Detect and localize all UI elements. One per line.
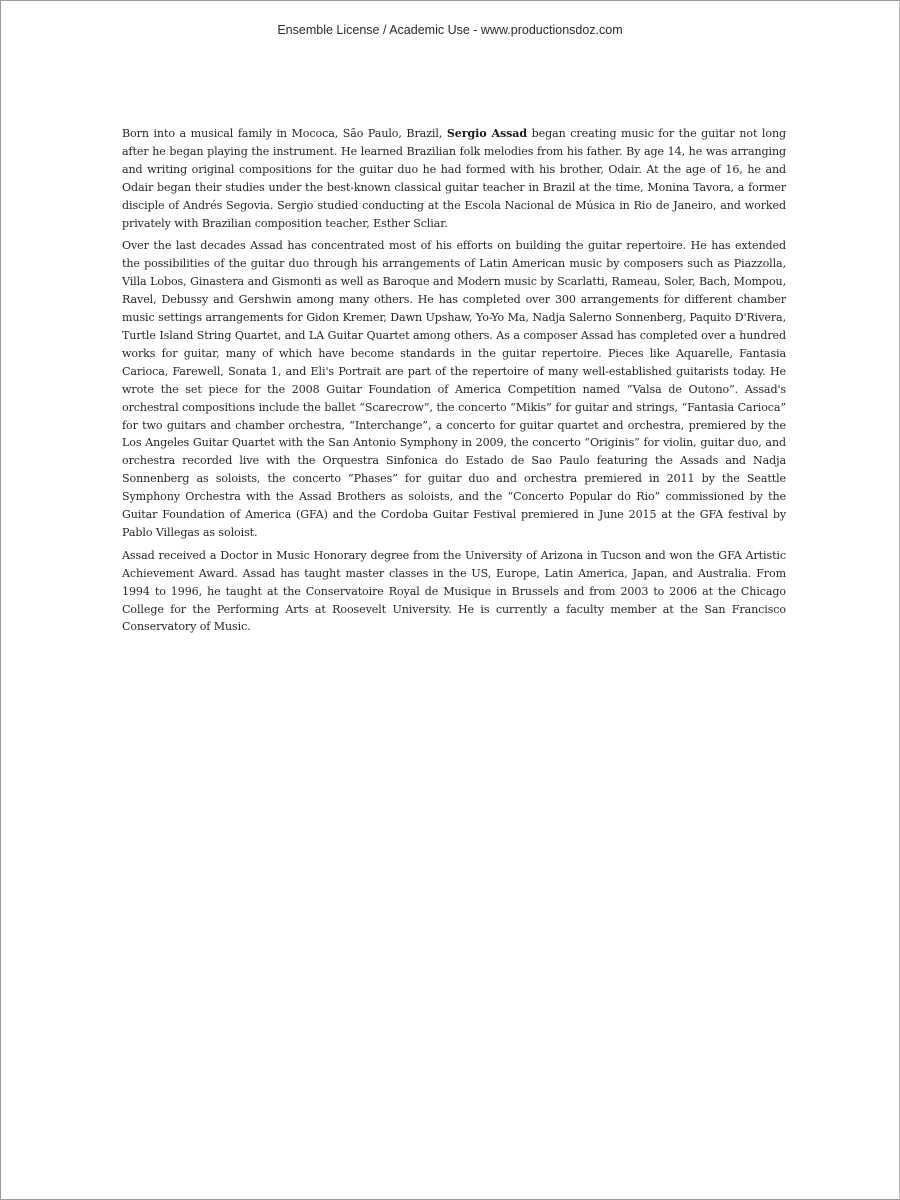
- biography-paragraph-3: Assad received a Doctor in Music Honorary degree from the University of Arizona in Tucson and won the GFA Artistic Achievement Award. Assad has taught master classes in the US, Europe, Latin America, Japan, and Australia. From 1994 to 1996, he taught at the Conservatoire Royal de Musique in Brussels and from 2003 to 2006 at the Chicago College for the Performing Arts at Roosevelt University. He is currently a faculty member at the San Francisco Conservatory of Music.: [122, 548, 786, 634]
- biography-paragraph-1: [122, 125, 786, 232]
- p1-intro: Born into a musical family in Mococa, São Paulo, Brazil,: [122, 127, 447, 140]
- biography-paragraph-2: Over the last decades Assad has concentrated most of his efforts on building the guitar repertoire. He has extended the possibilities of the guitar duo through his arrangements of Latin American music by composers such as Piazzolla, Villa Lobos, Ginastera and Gismonti as well as Baroque and Modern music by Scarlatti, Rameau, Soler, Bach, Mompou, Ravel, Debussy and Gershwin among many others. He has completed over 300 arrangements for different chamber music settings arrangements for Gidon Kremer, Dawn Upshaw, Yo-Yo Ma, Nadja Salerno Sonnenberg, Paquito D'Rivera, Turtle Island String Quartet, and LA Guitar Quartet among others. As a composer Assad has completed over a hundred works for guitar, many of which have become standards in the guitar repertoire. Pieces like Aquarelle, Fantasia Carioca, Farewell, Sonata 1, and Eli's Portrait are part of the repertoire of many well-established guitarists today. He wrote the set piece for the 2008 Guitar Foundation of America Competition named “Valsa de Outono”. Assad's orchestral compositions include the ballet “Scarecrow”, the concerto “Mikis” for guitar and strings, “Fantasia Carioca” for two guitars and chamber orchestra, “Interchange”, a concerto for guitar quartet and orchestra, premiered by the Los Angeles Guitar Quartet with the San Antonio Symphony in 2009, the concerto “Originis” for violin, guitar duo, and orchestra recorded live with the Orquestra Sinfonica do Estado de Sao Paulo featuring the Assads and Nadja Sonnenberg as soloists, the concerto “Phases” for guitar duo and orchestra premiered in 2011 by the Seattle Symphony Orchestra with the Assad Brothers as soloists, and the “Concerto Popular do Rio” commissioned by the Guitar Foundation of America (GFA) and the Cordoba Guitar Festival premiered in June 2015 at the GFA festival by Pablo Villegas as soloist.: [122, 239, 786, 539]
- license-header: Ensemble License / Academic Use - www.productionsdoz.com: [277, 23, 623, 37]
- p1-rest: began creating music for the guitar not long after he began playing the instrument. He learned Brazilian folk melodies from his father. By age 14, he was arranging and writing original compositions for the guitar duo he had formed with his brother, Odair. At the age of 16, he and Odair began their studies under the best-known classical guitar teacher in Brazil at the time, Monina Tavora, a former disciple of Andrés Segovia. Sergio studied conducting at the Escola Nacional de Música in Rio de Janeiro, and worked privately with Brazilian composition teacher, Esther Scliar.: [122, 127, 786, 230]
- biography-text: [122, 125, 786, 641]
- composer-name: Sergio Assad: [446, 127, 528, 140]
